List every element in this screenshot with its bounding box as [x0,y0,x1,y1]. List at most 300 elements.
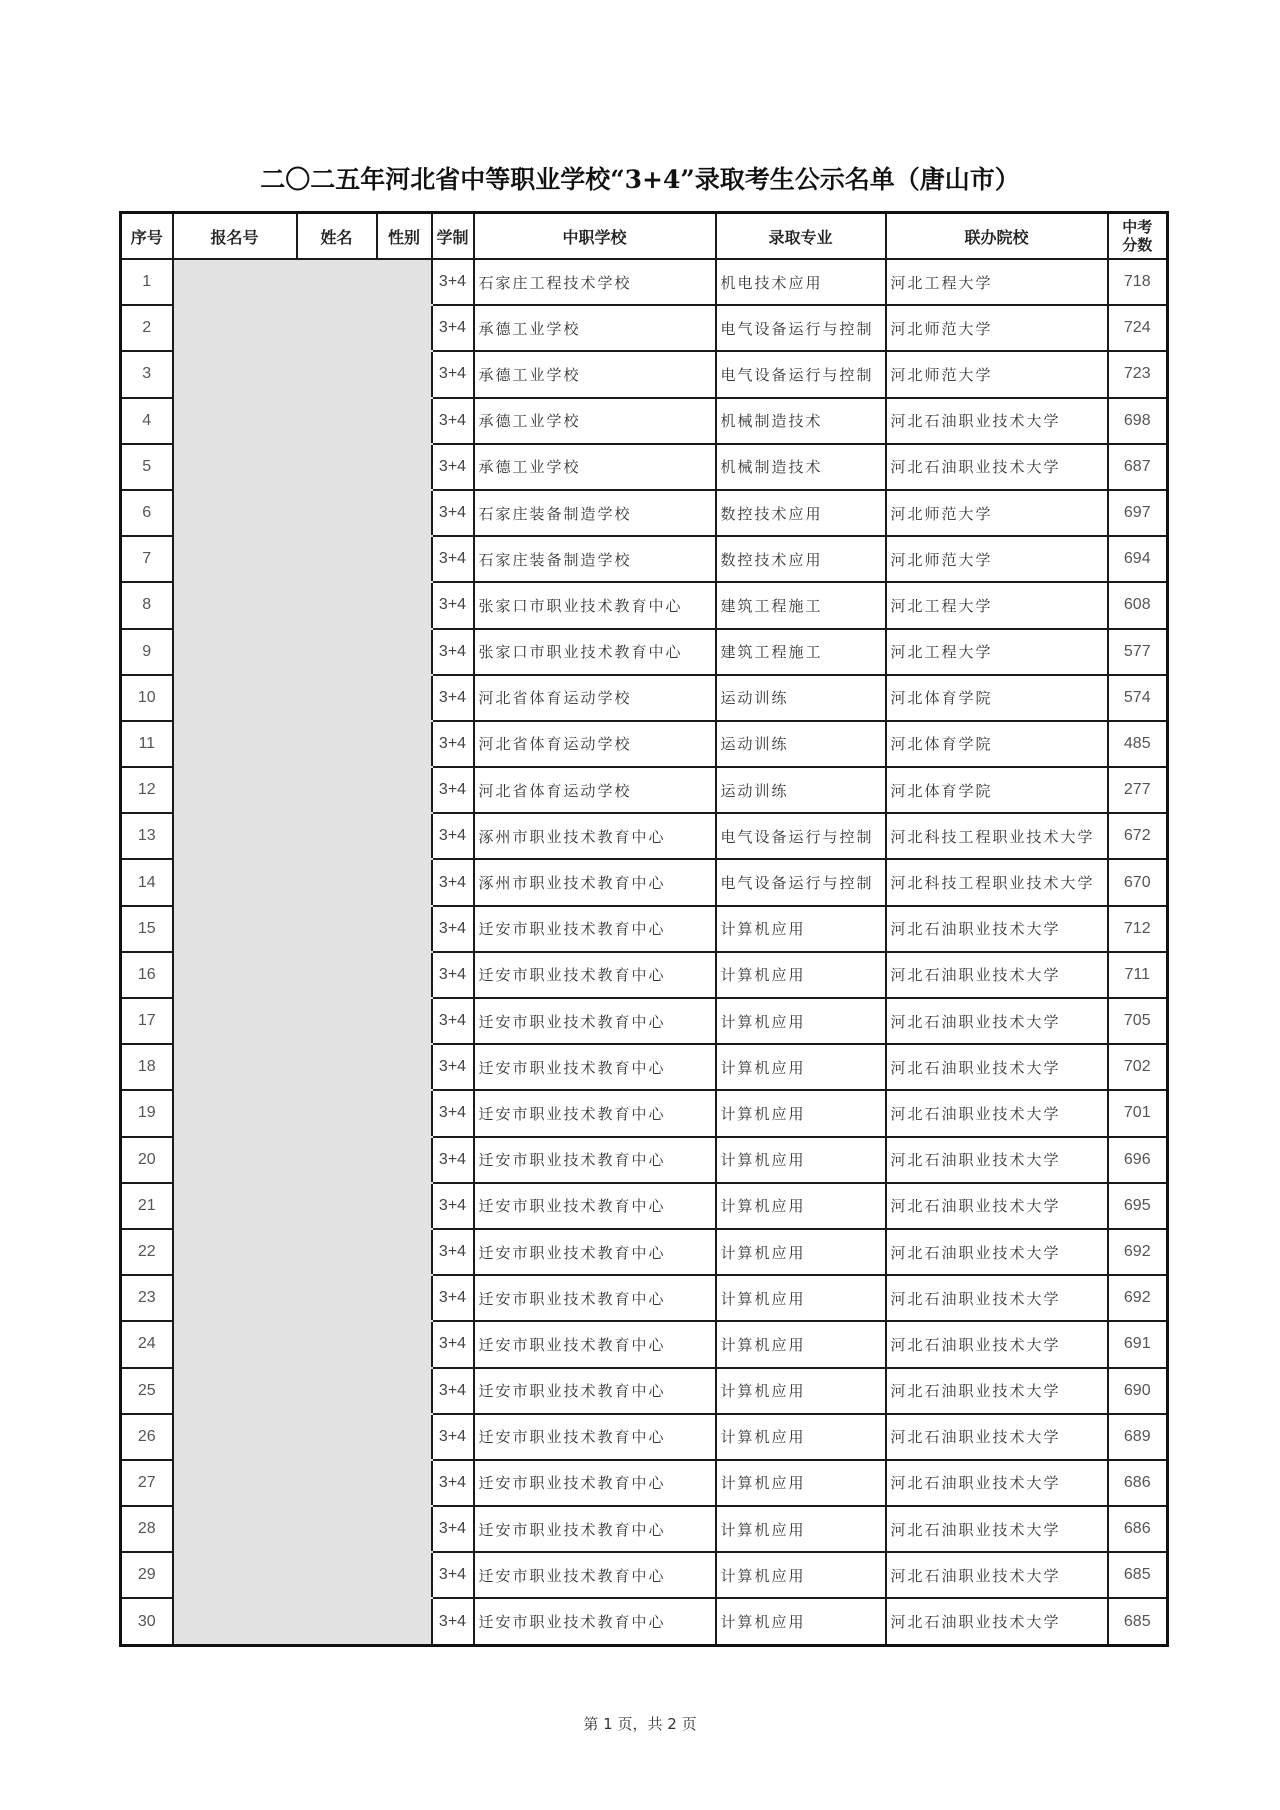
cell-name-redacted [297,721,377,767]
cell-major: 数控技术应用 [716,536,886,582]
cell-gender-redacted [377,536,432,582]
cell-system: 3+4 [432,1275,474,1321]
cell-school: 迁安市职业技术教育中心 [474,1368,716,1414]
table-row [121,305,1168,351]
cell-score: 694 [1108,536,1168,582]
header-score [1108,213,1168,260]
cell-partner: 河北师范大学 [886,305,1108,351]
cell-major: 计算机应用 [716,952,886,998]
cell-major: 计算机应用 [716,906,886,952]
cell-gender-redacted [377,398,432,444]
cell-school: 承德工业学校 [474,444,716,490]
cell-major: 计算机应用 [716,1414,886,1460]
cell-reg-no-redacted [173,767,297,813]
cell-reg-no-redacted [173,351,297,397]
cell-name-redacted [297,444,377,490]
cell-index: 24 [121,1321,173,1367]
cell-major: 机电技术应用 [716,259,886,305]
cell-partner: 河北石油职业技术大学 [886,952,1108,998]
cell-partner: 河北工程大学 [886,259,1108,305]
cell-partner: 河北师范大学 [886,536,1108,582]
cell-index: 1 [121,259,173,305]
cell-gender-redacted [377,1090,432,1136]
table-row [121,1368,1168,1414]
cell-system: 3+4 [432,675,474,721]
cell-reg-no-redacted [173,444,297,490]
table-row [121,1506,1168,1552]
cell-index: 9 [121,629,173,675]
cell-gender-redacted [377,1137,432,1183]
cell-school: 迁安市职业技术教育中心 [474,1321,716,1367]
cell-partner: 河北师范大学 [886,351,1108,397]
cell-score: 690 [1108,1368,1168,1414]
cell-system: 3+4 [432,629,474,675]
cell-gender-redacted [377,813,432,859]
cell-reg-no-redacted [173,1275,297,1321]
cell-school: 迁安市职业技术教育中心 [474,1275,716,1321]
cell-gender-redacted [377,1598,432,1645]
table-row [121,813,1168,859]
table-row [121,444,1168,490]
cell-name-redacted [297,1137,377,1183]
table-row [121,1090,1168,1136]
cell-gender-redacted [377,444,432,490]
cell-gender-redacted [377,1183,432,1229]
table-header [121,213,1168,260]
cell-school: 河北省体育运动学校 [474,721,716,767]
cell-name-redacted [297,259,377,305]
cell-partner: 河北工程大学 [886,582,1108,628]
cell-system: 3+4 [432,813,474,859]
cell-partner: 河北石油职业技术大学 [886,1275,1108,1321]
cell-system: 3+4 [432,1183,474,1229]
table-body [121,259,1168,1645]
cell-index: 26 [121,1414,173,1460]
cell-gender-redacted [377,1044,432,1090]
cell-reg-no-redacted [173,259,297,305]
cell-partner: 河北石油职业技术大学 [886,1506,1108,1552]
cell-index: 10 [121,675,173,721]
page-title: 二〇二五年河北省中等职业学校“3+4”录取考生公示名单（唐山市） [260,165,1020,194]
cell-reg-no-redacted [173,675,297,721]
cell-major: 计算机应用 [716,1183,886,1229]
header-major: 录取专业 [716,213,886,260]
cell-partner: 河北石油职业技术大学 [886,906,1108,952]
cell-system: 3+4 [432,398,474,444]
cell-reg-no-redacted [173,490,297,536]
cell-index: 23 [121,1275,173,1321]
header-gender: 性别 [377,213,432,260]
cell-name-redacted [297,952,377,998]
cell-index: 6 [121,490,173,536]
cell-name-redacted [297,1183,377,1229]
cell-partner: 河北体育学院 [886,767,1108,813]
cell-name-redacted [297,1090,377,1136]
cell-system: 3+4 [432,536,474,582]
cell-index: 18 [121,1044,173,1090]
table-row [121,490,1168,536]
cell-partner: 河北石油职业技术大学 [886,398,1108,444]
cell-index: 7 [121,536,173,582]
cell-name-redacted [297,1229,377,1275]
cell-reg-no-redacted [173,1137,297,1183]
cell-school: 迁安市职业技术教育中心 [474,1044,716,1090]
cell-school: 承德工业学校 [474,305,716,351]
cell-major: 计算机应用 [716,1552,886,1598]
cell-school: 迁安市职业技术教育中心 [474,906,716,952]
cell-score: 705 [1108,998,1168,1044]
cell-gender-redacted [377,1275,432,1321]
cell-school: 迁安市职业技术教育中心 [474,952,716,998]
cell-school: 承德工业学校 [474,398,716,444]
cell-index: 27 [121,1460,173,1506]
cell-gender-redacted [377,767,432,813]
table-row [121,1229,1168,1275]
cell-score: 686 [1108,1506,1168,1552]
cell-reg-no-redacted [173,906,297,952]
cell-system: 3+4 [432,444,474,490]
cell-partner: 河北工程大学 [886,629,1108,675]
header-index: 序号 [121,213,173,260]
cell-school: 石家庄工程技术学校 [474,259,716,305]
cell-system: 3+4 [432,1506,474,1552]
cell-partner: 河北石油职业技术大学 [886,1321,1108,1367]
table-row [121,906,1168,952]
cell-system: 3+4 [432,952,474,998]
cell-index: 13 [121,813,173,859]
cell-index: 16 [121,952,173,998]
cell-reg-no-redacted [173,1506,297,1552]
cell-school: 涿州市职业技术教育中心 [474,813,716,859]
header-score-line1: 中考 [1122,218,1153,236]
cell-gender-redacted [377,998,432,1044]
table-row [121,1044,1168,1090]
table-row [121,398,1168,444]
cell-reg-no-redacted [173,1368,297,1414]
cell-score: 723 [1108,351,1168,397]
cell-name-redacted [297,1460,377,1506]
cell-partner: 河北石油职业技术大学 [886,1183,1108,1229]
cell-score: 697 [1108,490,1168,536]
cell-index: 28 [121,1506,173,1552]
table-row [121,675,1168,721]
cell-reg-no-redacted [173,1090,297,1136]
cell-index: 8 [121,582,173,628]
cell-gender-redacted [377,859,432,905]
cell-name-redacted [297,767,377,813]
cell-name-redacted [297,305,377,351]
table-row [121,952,1168,998]
cell-reg-no-redacted [173,1460,297,1506]
cell-school: 迁安市职业技术教育中心 [474,1460,716,1506]
table-row [121,721,1168,767]
cell-gender-redacted [377,675,432,721]
cell-reg-no-redacted [173,536,297,582]
cell-partner: 河北石油职业技术大学 [886,1414,1108,1460]
cell-major: 机械制造技术 [716,444,886,490]
cell-score: 689 [1108,1414,1168,1460]
header-row [121,213,1168,260]
cell-name-redacted [297,1044,377,1090]
cell-system: 3+4 [432,1368,474,1414]
cell-school: 迁安市职业技术教育中心 [474,1552,716,1598]
cell-partner: 河北石油职业技术大学 [886,1229,1108,1275]
cell-score: 695 [1108,1183,1168,1229]
cell-school: 迁安市职业技术教育中心 [474,998,716,1044]
cell-index: 11 [121,721,173,767]
cell-score: 692 [1108,1229,1168,1275]
cell-major: 电气设备运行与控制 [716,859,886,905]
cell-system: 3+4 [432,1044,474,1090]
cell-score: 702 [1108,1044,1168,1090]
cell-name-redacted [297,859,377,905]
cell-partner: 河北石油职业技术大学 [886,1137,1108,1183]
cell-school: 迁安市职业技术教育中心 [474,1137,716,1183]
cell-major: 机械制造技术 [716,398,886,444]
cell-gender-redacted [377,305,432,351]
cell-system: 3+4 [432,859,474,905]
cell-score: 712 [1108,906,1168,952]
cell-name-redacted [297,998,377,1044]
cell-system: 3+4 [432,351,474,397]
cell-score: 277 [1108,767,1168,813]
cell-school: 迁安市职业技术教育中心 [474,1229,716,1275]
cell-index: 29 [121,1552,173,1598]
cell-gender-redacted [377,259,432,305]
cell-reg-no-redacted [173,998,297,1044]
cell-school: 迁安市职业技术教育中心 [474,1598,716,1645]
cell-name-redacted [297,351,377,397]
cell-score: 485 [1108,721,1168,767]
cell-school: 张家口市职业技术教育中心 [474,582,716,628]
cell-partner: 河北石油职业技术大学 [886,1552,1108,1598]
cell-school: 承德工业学校 [474,351,716,397]
cell-reg-no-redacted [173,1598,297,1645]
table-row [121,859,1168,905]
cell-name-redacted [297,1368,377,1414]
cell-gender-redacted [377,952,432,998]
cell-partner: 河北体育学院 [886,721,1108,767]
cell-major: 计算机应用 [716,1044,886,1090]
cell-gender-redacted [377,1414,432,1460]
cell-partner: 河北石油职业技术大学 [886,444,1108,490]
table-row [121,629,1168,675]
cell-name-redacted [297,398,377,444]
cell-major: 计算机应用 [716,1368,886,1414]
cell-name-redacted [297,906,377,952]
cell-gender-redacted [377,1460,432,1506]
cell-partner: 河北石油职业技术大学 [886,1090,1108,1136]
cell-system: 3+4 [432,305,474,351]
cell-reg-no-redacted [173,859,297,905]
cell-school: 迁安市职业技术教育中心 [474,1183,716,1229]
header-system: 学制 [432,213,474,260]
cell-reg-no-redacted [173,1183,297,1229]
cell-index: 5 [121,444,173,490]
cell-major: 计算机应用 [716,998,886,1044]
cell-index: 12 [121,767,173,813]
cell-score: 608 [1108,582,1168,628]
cell-reg-no-redacted [173,398,297,444]
cell-major: 电气设备运行与控制 [716,351,886,397]
cell-partner: 河北科技工程职业技术大学 [886,859,1108,905]
cell-system: 3+4 [432,1414,474,1460]
cell-score: 672 [1108,813,1168,859]
cell-major: 建筑工程施工 [716,629,886,675]
cell-school: 石家庄装备制造学校 [474,536,716,582]
admission-table [119,211,1169,1647]
cell-major: 电气设备运行与控制 [716,305,886,351]
cell-system: 3+4 [432,1321,474,1367]
cell-school: 石家庄装备制造学校 [474,490,716,536]
table-row [121,1414,1168,1460]
table-row [121,1137,1168,1183]
cell-index: 25 [121,1368,173,1414]
cell-system: 3+4 [432,1552,474,1598]
table-row [121,582,1168,628]
cell-score: 696 [1108,1137,1168,1183]
cell-system: 3+4 [432,1137,474,1183]
cell-gender-redacted [377,629,432,675]
cell-score: 724 [1108,305,1168,351]
cell-index: 30 [121,1598,173,1645]
cell-reg-no-redacted [173,1044,297,1090]
cell-partner: 河北石油职业技术大学 [886,998,1108,1044]
cell-gender-redacted [377,490,432,536]
cell-gender-redacted [377,1368,432,1414]
cell-name-redacted [297,1598,377,1645]
cell-reg-no-redacted [173,305,297,351]
cell-reg-no-redacted [173,1552,297,1598]
cell-index: 4 [121,398,173,444]
cell-score: 685 [1108,1552,1168,1598]
cell-name-redacted [297,1321,377,1367]
cell-major: 计算机应用 [716,1229,886,1275]
cell-partner: 河北石油职业技术大学 [886,1368,1108,1414]
header-name: 姓名 [297,213,377,260]
cell-school: 迁安市职业技术教育中心 [474,1506,716,1552]
table-row [121,1275,1168,1321]
cell-system: 3+4 [432,582,474,628]
cell-name-redacted [297,536,377,582]
cell-reg-no-redacted [173,1229,297,1275]
table-row [121,1552,1168,1598]
cell-school: 迁安市职业技术教育中心 [474,1414,716,1460]
cell-major: 计算机应用 [716,1460,886,1506]
cell-major: 电气设备运行与控制 [716,813,886,859]
cell-major: 计算机应用 [716,1598,886,1645]
cell-index: 2 [121,305,173,351]
cell-major: 计算机应用 [716,1090,886,1136]
cell-index: 19 [121,1090,173,1136]
cell-gender-redacted [377,582,432,628]
cell-name-redacted [297,629,377,675]
table-row [121,1460,1168,1506]
cell-reg-no-redacted [173,1321,297,1367]
cell-name-redacted [297,1414,377,1460]
cell-reg-no-redacted [173,629,297,675]
cell-name-redacted [297,490,377,536]
cell-reg-no-redacted [173,952,297,998]
cell-score: 718 [1108,259,1168,305]
table-row [121,1321,1168,1367]
cell-index: 3 [121,351,173,397]
cell-score: 577 [1108,629,1168,675]
table-row [121,351,1168,397]
cell-reg-no-redacted [173,582,297,628]
table-row [121,767,1168,813]
cell-name-redacted [297,675,377,721]
page-footer: 第 1 页，共 2 页 [583,1715,697,1733]
cell-system: 3+4 [432,1229,474,1275]
cell-system: 3+4 [432,998,474,1044]
cell-score: 686 [1108,1460,1168,1506]
cell-name-redacted [297,1506,377,1552]
cell-partner: 河北科技工程职业技术大学 [886,813,1108,859]
cell-name-redacted [297,1552,377,1598]
cell-score: 670 [1108,859,1168,905]
cell-partner: 河北石油职业技术大学 [886,1044,1108,1090]
cell-system: 3+4 [432,1598,474,1645]
cell-index: 21 [121,1183,173,1229]
cell-index: 17 [121,998,173,1044]
header-partner: 联办院校 [886,213,1108,260]
cell-school: 迁安市职业技术教育中心 [474,1090,716,1136]
cell-index: 20 [121,1137,173,1183]
cell-gender-redacted [377,906,432,952]
cell-name-redacted [297,1275,377,1321]
cell-major: 运动训练 [716,721,886,767]
cell-reg-no-redacted [173,813,297,859]
table-row [121,998,1168,1044]
cell-reg-no-redacted [173,721,297,767]
cell-gender-redacted [377,1229,432,1275]
cell-name-redacted [297,582,377,628]
header-school: 中职学校 [474,213,716,260]
table-row [121,259,1168,305]
cell-index: 22 [121,1229,173,1275]
cell-score: 687 [1108,444,1168,490]
cell-school: 张家口市职业技术教育中心 [474,629,716,675]
cell-system: 3+4 [432,259,474,305]
cell-score: 692 [1108,1275,1168,1321]
cell-gender-redacted [377,721,432,767]
cell-score: 698 [1108,398,1168,444]
cell-partner: 河北师范大学 [886,490,1108,536]
cell-name-redacted [297,813,377,859]
cell-system: 3+4 [432,767,474,813]
cell-system: 3+4 [432,1090,474,1136]
cell-system: 3+4 [432,906,474,952]
cell-score: 691 [1108,1321,1168,1367]
cell-school: 河北省体育运动学校 [474,675,716,721]
cell-partner: 河北石油职业技术大学 [886,1460,1108,1506]
cell-school: 涿州市职业技术教育中心 [474,859,716,905]
cell-major: 计算机应用 [716,1137,886,1183]
cell-score: 711 [1108,952,1168,998]
cell-index: 15 [121,906,173,952]
cell-reg-no-redacted [173,1414,297,1460]
cell-partner: 河北体育学院 [886,675,1108,721]
cell-gender-redacted [377,351,432,397]
table-row [121,1598,1168,1645]
cell-major: 计算机应用 [716,1321,886,1367]
cell-partner: 河北石油职业技术大学 [886,1598,1108,1645]
cell-score: 685 [1108,1598,1168,1645]
cell-system: 3+4 [432,1460,474,1506]
cell-gender-redacted [377,1552,432,1598]
header-score-line2: 分数 [1122,236,1153,254]
